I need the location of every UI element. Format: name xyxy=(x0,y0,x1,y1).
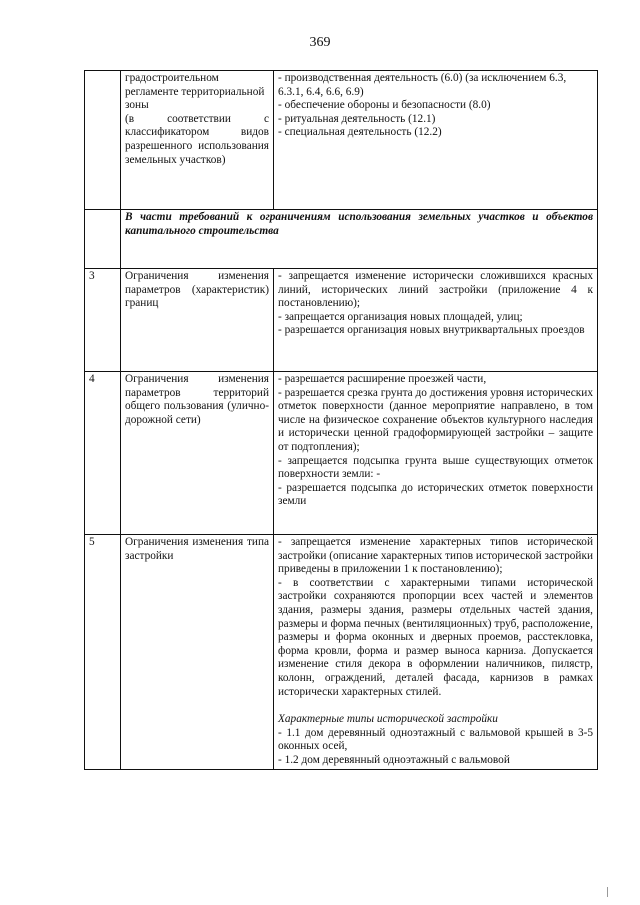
row-number-cell: 4 xyxy=(85,372,121,535)
table-row xyxy=(85,269,598,372)
row-name-cell: Ограничения изменения типа застройки xyxy=(121,535,274,770)
page-number: 369 xyxy=(309,35,331,50)
row-description-text: - запрещается подсыпка грунта выше существующих отметок поверхности земли: - xyxy=(278,454,593,481)
row-description-text: - ритуальная деятельность (12.1) xyxy=(278,112,436,125)
row-description-cell xyxy=(274,269,598,372)
row-description-text: - разрешается организация новых внутриквартальных проездов xyxy=(278,324,585,337)
row-description-text: - производственная деятельность (6.0) (за исключением 6.3, 6.3.1, 6.4, 6.6, 6.9) xyxy=(278,72,567,98)
row-name-cell: Ограничения изменения параметров (характеристик) границ xyxy=(121,269,274,372)
regulation-table xyxy=(84,70,598,770)
types-subheading: Характерные типы исторической застройки xyxy=(278,713,498,726)
row-name-text: градостроительном регламенте территориальной зоны xyxy=(125,72,265,112)
row-description-text: - в соответствии с характерными типами исторической застройки сохраняются пропорции всех частей и элементов здания, размеры здания, размеры отдельных частей здания, размеры и форма печных (вентиляционных) труб, расположение, размеры и форма оконных и дверных проемов, расстекловка, форма кровли, форма и размер выноса карниза. Допускается изменение стиля декора в оформлении наличников, пилястр, колонн, ограждений, деталей фасада, карнизов в рамках исторически характерных стилей. xyxy=(278,576,593,698)
row-description-text: - разрешается срезка грунта до достижения уровня исторических отметок поверхности (данное мероприятие направлено, в том числе на физическое сохранение объектов культурного наследия и исторически ценной градоформирующей застройки – защите от подтопления); xyxy=(278,386,593,453)
row-description-text: - запрещается организация новых площадей, улиц; xyxy=(278,310,523,323)
row-number-cell xyxy=(85,210,121,269)
table-row xyxy=(85,372,598,535)
row-name-cell xyxy=(121,71,274,210)
scan-edge-mark xyxy=(607,887,608,897)
row-number-cell: 5 xyxy=(85,535,121,770)
row-description-text: - запрещается изменение исторически сложившихся красных линий, исторических линий застройки (приложение 4 к постановлению); xyxy=(278,270,593,310)
table-row xyxy=(85,71,598,210)
row-description-text: - специальная деятельность (12.2) xyxy=(278,126,442,139)
row-description-text: - обеспечение обороны и безопасности (8.0) xyxy=(278,99,491,112)
row-description-text: - запрещается изменение характерных типов исторической застройки (описание характерных типов исторической застройки приведены в приложении 1 к постановлению); xyxy=(278,536,593,576)
row-description-cell xyxy=(274,372,598,535)
table-row xyxy=(85,210,598,269)
row-description-text: - разрешается подсыпка до исторических отметок поверхности земли xyxy=(278,481,593,508)
row-number-cell xyxy=(85,71,121,210)
table-row xyxy=(85,535,598,770)
type-item: - 1.1 дом деревянный одноэтажный с вальмовой крышей в 3-5 оконных осей, xyxy=(278,726,593,753)
row-description-text: - разрешается расширение проезжей части, xyxy=(278,373,487,385)
row-name-cell: Ограничения изменения параметров территорий общего пользования (улично-дорожной сети) xyxy=(121,372,274,535)
type-item: - 1.2 дом деревянный одноэтажный с вальмовой xyxy=(278,753,510,766)
row-name-text: (в соответствии с классификатором видов разрешенного использования земельных участков) xyxy=(125,112,269,166)
row-description-cell xyxy=(274,535,598,770)
section-heading: В части требований к ограничениям использования земельных участков и объектов капитального строительства xyxy=(121,210,598,269)
row-number-cell: 3 xyxy=(85,269,121,372)
row-description-cell xyxy=(274,71,598,210)
